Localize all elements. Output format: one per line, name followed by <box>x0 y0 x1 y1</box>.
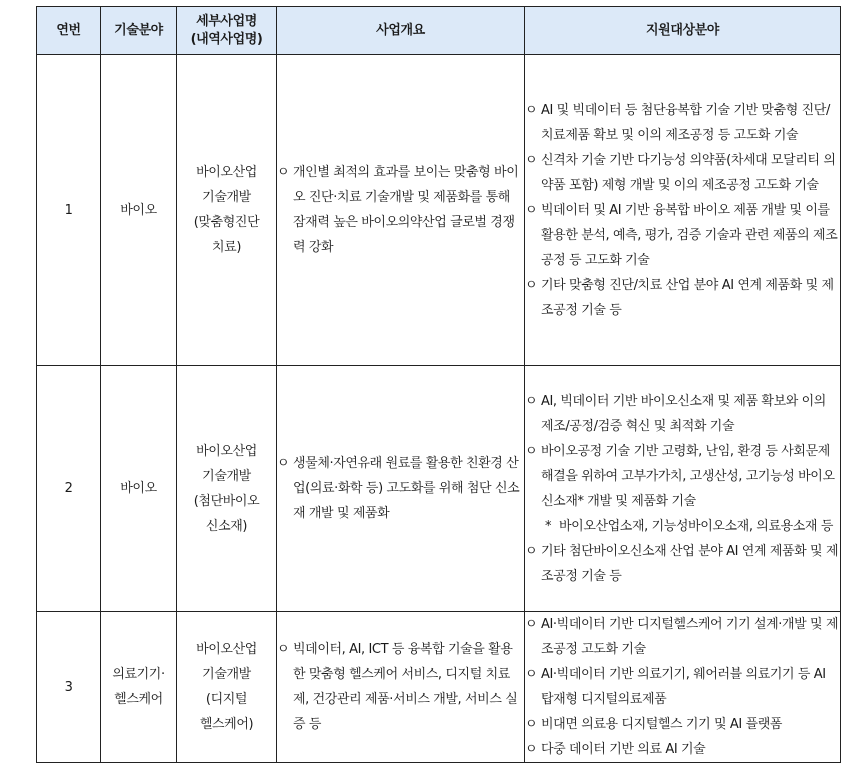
program-line: (디지털 <box>205 692 248 707</box>
row-summary <box>277 612 525 763</box>
header-program-name-line1: 세부사업명 <box>196 13 257 29</box>
header-program-name-line2: (내역사업명) <box>190 31 263 47</box>
summary-text: 생물체·자연유래 원료를 활용한 친환경 산업(의료·화학 등) 고도화를 위해 첨단 신소재 개발 및 제품화 <box>293 456 520 521</box>
header-number: 연번 <box>37 7 101 55</box>
target-text: 다중 데이터 기반 의료 AI 기술 <box>541 742 706 757</box>
bullet-mark: ㅇ <box>525 202 538 218</box>
target-note <box>525 514 840 539</box>
row-number: 2 <box>37 366 101 612</box>
target-text: 기타 첨단바이오신소재 산업 분야 AI 연계 제품화 및 제조공정 기술 등 <box>541 543 839 584</box>
table-row <box>37 366 841 612</box>
row-targets <box>525 612 841 763</box>
bullet-mark: ㅇ <box>525 152 538 168</box>
program-line: 치료) <box>212 240 241 255</box>
program-line: 기술개발 <box>202 190 251 205</box>
table-row <box>37 55 841 366</box>
target-item <box>525 712 840 737</box>
header-summary: 사업개요 <box>277 7 525 55</box>
summary-bullet <box>277 160 524 260</box>
summary-bullet <box>277 637 524 737</box>
program-line: 헬스케어) <box>199 717 254 732</box>
bullet-mark: ㅇ <box>525 717 538 732</box>
program-line: (첨단바이오 <box>193 493 260 509</box>
row-program-name <box>177 612 277 763</box>
target-text: 바이오공정 기술 기반 고령화, 난임, 환경 등 사회문제 해결을 위하여 고부가가치, 고생산성, 고기능성 바이오신소재* 개발 및 제품화 기술 <box>541 443 835 509</box>
target-item <box>525 98 840 148</box>
bullet-mark: ㅇ <box>525 393 538 409</box>
table-row <box>37 612 841 763</box>
header-tech-field: 기술분야 <box>101 7 177 55</box>
bullet-mark: ㅇ <box>525 742 538 757</box>
program-line: (맞춤형진단 <box>193 215 260 230</box>
row-summary <box>277 55 525 366</box>
target-item <box>525 539 840 589</box>
target-item <box>525 612 840 662</box>
target-text: 기타 맞춤형 진단/치료 산업 분야 AI 연계 제품화 및 제조공정 기술 등 <box>541 277 834 318</box>
program-line: 바이오산업 <box>196 642 257 657</box>
bullet-mark: ㅇ <box>277 642 290 657</box>
row-number: 3 <box>37 612 101 763</box>
field-line: 헬스케어 <box>114 692 163 707</box>
header-row <box>37 7 841 55</box>
target-text: AI, 빅데이터 기반 바이오신소재 및 제품 확보와 이의 제조/공정/검증 혁신 및 최적화 기술 <box>541 393 826 434</box>
header-program-name <box>177 7 277 55</box>
row-program-name <box>177 366 277 612</box>
program-line: 기술개발 <box>202 468 251 484</box>
target-item <box>525 737 840 762</box>
program-line: 바이오산업 <box>196 165 257 180</box>
program-line: 바이오산업 <box>196 443 257 459</box>
bullet-mark: ㅇ <box>525 667 538 682</box>
bullet-mark: ㅇ <box>525 617 538 632</box>
program-line: 신소재) <box>205 518 248 534</box>
note-mark: * <box>545 518 552 534</box>
target-item <box>525 662 840 712</box>
row-program-name <box>177 55 277 366</box>
row-number: 1 <box>37 55 101 366</box>
row-tech-field: 바이오 <box>101 55 177 366</box>
row-tech-field <box>101 612 177 763</box>
target-item <box>525 389 840 439</box>
summary-text: 개인별 최적의 효과를 보이는 맞춤형 바이오 진단·치료 기술개발 및 제품화를 통해 잠재력 높은 바이오의약산업 글로벌 경쟁력 강화 <box>293 165 519 255</box>
row-targets <box>525 55 841 366</box>
target-item <box>525 148 840 198</box>
support-program-table <box>36 6 841 763</box>
target-text: 신격차 기술 기반 다기능성 의약품(차세대 모달리티 의약품 포함) 제형 개발 및 이의 제조공정 고도화 기술 <box>541 152 836 193</box>
note-text: 바이오산업소재, 기능성바이오소재, 의료용소재 등 <box>559 518 833 534</box>
bullet-mark: ㅇ <box>525 443 538 459</box>
summary-text: 빅데이터, AI, ICT 등 융복합 기술을 활용한 맞춤형 헬스케어 서비스, 디지털 치료제, 건강관리 제품·서비스 개발, 서비스 실증 등 <box>293 642 518 732</box>
target-text: AI·빅데이터 기반 의료기기, 웨어러블 의료기기 등 AI 탑재형 디지털의료제품 <box>541 667 826 707</box>
program-line: 기술개발 <box>202 667 251 682</box>
summary-bullet <box>277 451 524 526</box>
bullet-mark: ㅇ <box>277 456 290 471</box>
bullet-mark: ㅇ <box>525 102 538 118</box>
target-item <box>525 273 840 323</box>
target-text: AI 및 빅데이터 등 첨단융복합 기술 기반 맞춤형 진단/치료제품 확보 및 이의 제조공정 등 고도화 기술 <box>541 102 830 143</box>
row-targets <box>525 366 841 612</box>
bullet-mark: ㅇ <box>525 543 538 559</box>
field-line: 의료기기· <box>112 667 165 682</box>
row-tech-field: 바이오 <box>101 366 177 612</box>
target-text: AI·빅데이터 기반 디지털헬스케어 기기 설계·개발 및 제조공정 고도화 기술 <box>541 617 839 657</box>
target-text: 비대면 의료용 디지털헬스 기기 및 AI 플랫폼 <box>541 717 783 732</box>
target-text: 빅데이터 및 AI 기반 융복합 바이오 제품 개발 및 이를 활용한 분석, 예측, 평가, 검증 기술과 관련 제품의 제조공정 등 고도화 기술 <box>541 202 838 268</box>
row-summary <box>277 366 525 612</box>
target-item <box>525 439 840 514</box>
bullet-mark: ㅇ <box>525 277 538 293</box>
header-targets: 지원대상분야 <box>525 7 841 55</box>
bullet-mark: ㅇ <box>277 165 290 180</box>
target-item <box>525 198 840 273</box>
